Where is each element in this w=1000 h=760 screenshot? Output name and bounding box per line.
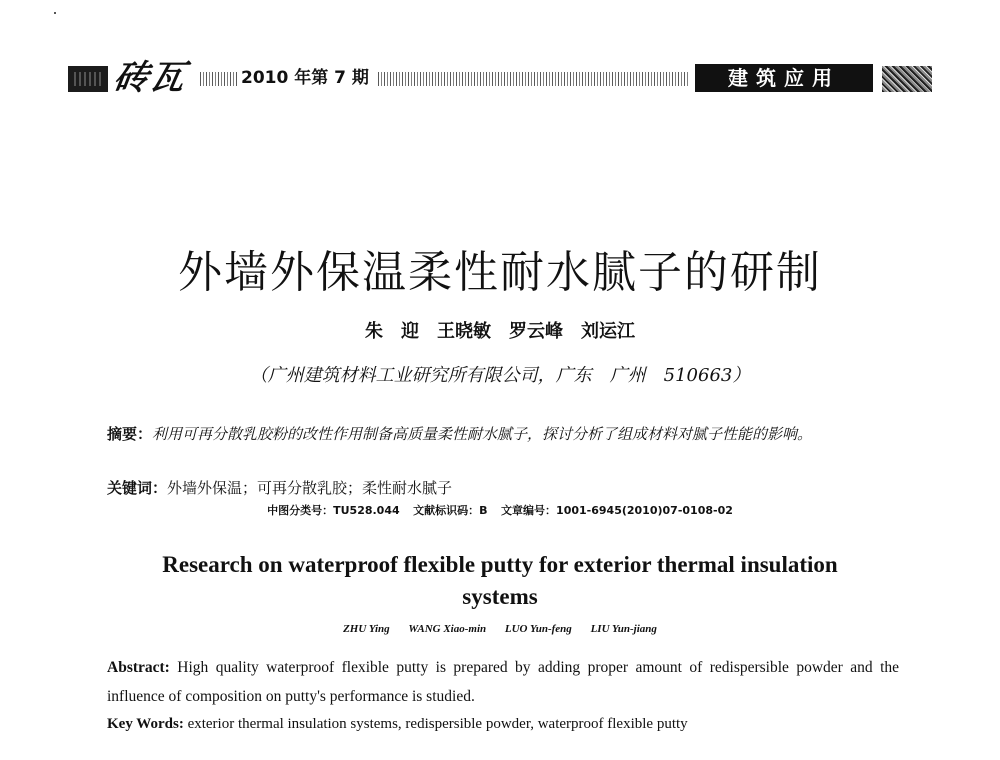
- abstract-en-text: High quality waterproof flexible putty is prepared by adding proper amount of redispersible powder and the influence of composition on putty's performance is studied.: [107, 659, 900, 705]
- author-en: ZHU Ying: [343, 623, 390, 635]
- keywords-cn-label: 关键词：: [107, 479, 168, 497]
- journal-logo: 砖瓦: [111, 58, 189, 98]
- document-code: 文献标识码：B: [413, 504, 488, 517]
- paper-title-cn: 外墙外保温柔性耐水腻子的研制: [178, 247, 822, 298]
- affiliation-cn: （广州建筑材料工业研究所有限公司，广东 广州 510663）: [249, 365, 751, 386]
- journal-header: [60, 58, 935, 98]
- author-en: LIU Yun-jiang: [590, 623, 657, 635]
- abstract-en: [107, 653, 899, 711]
- keywords-en: [107, 712, 899, 736]
- article-number: 文章编号：1001-6945(2010)07-0108-02: [501, 504, 733, 517]
- header-ornament-right: [882, 66, 932, 92]
- keywords-en-label: Key Words:: [107, 716, 184, 732]
- header-ornament-left: [68, 66, 108, 92]
- author-en: LUO Yun-feng: [504, 623, 572, 635]
- abstract-cn-text: 利用可再分散乳胶粉的改性作用制备高质量柔性耐水腻子，探讨分析了组成材料对腻子性能的影响。: [152, 425, 813, 443]
- section-tag: 建筑应用: [695, 64, 873, 92]
- paper-title-en: Research on waterproof flexible putty for exterior thermal insulation systems: [162, 552, 838, 609]
- abstract-cn: [107, 420, 897, 449]
- author-en: WANG Xiao-min: [408, 623, 487, 635]
- abstract-en-label: Abstract:: [107, 659, 170, 676]
- issue-label: 2010 年第 7 期: [241, 68, 369, 88]
- header-texture: [200, 72, 238, 86]
- keywords-cn: [107, 476, 897, 500]
- scan-speck: [54, 12, 56, 14]
- classification-line: [0, 502, 1000, 520]
- abstract-cn-label: 摘要：: [107, 425, 153, 443]
- clc-code: 中图分类号：TU528.044: [267, 504, 400, 517]
- authors-en: [0, 620, 1000, 638]
- keywords-cn-text: 外墙外保温；可再分散乳胶；柔性耐水腻子: [167, 479, 453, 497]
- header-texture: [378, 72, 688, 86]
- authors-cn: 朱 迎 王晓敏 罗云峰 刘运江: [365, 321, 635, 342]
- keywords-en-text: exterior thermal insulation systems, redispersible powder, waterproof flexible putty: [187, 716, 688, 732]
